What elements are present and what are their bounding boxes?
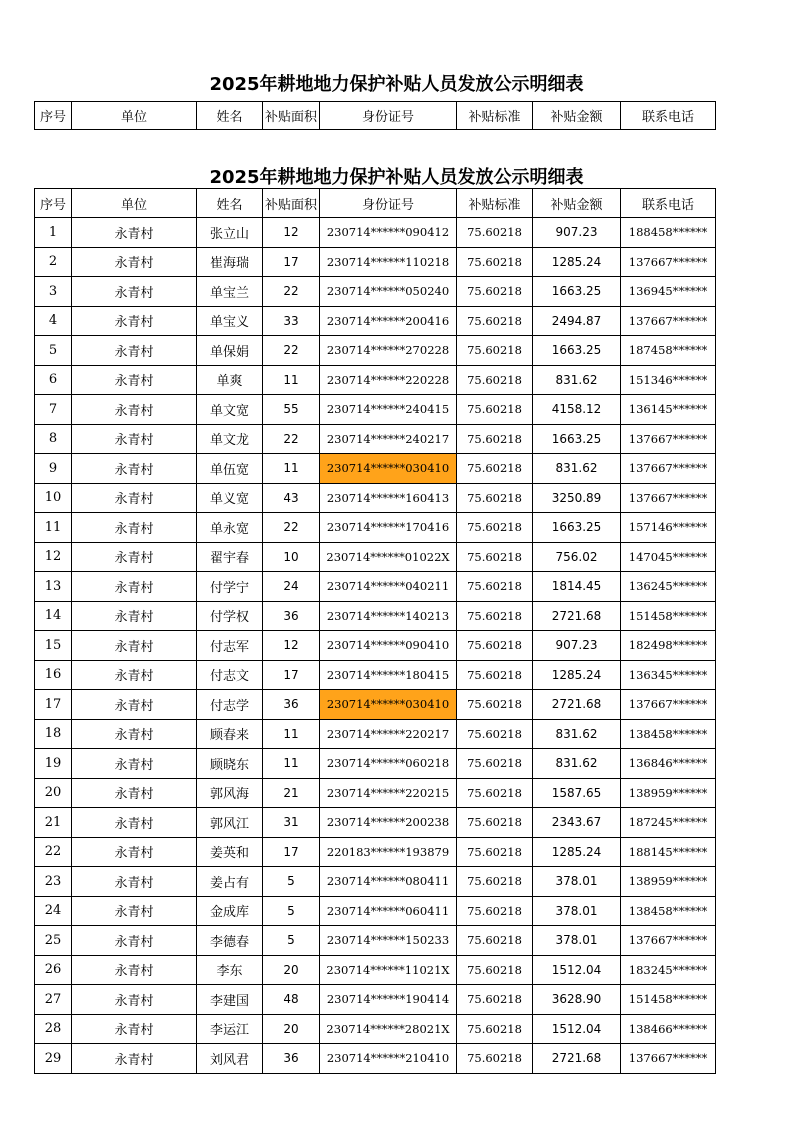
cell-phone: 136145******: [621, 395, 716, 425]
table-body: [35, 218, 716, 1074]
header-cell-area: 补贴面积: [263, 102, 320, 130]
cell-area: 20: [263, 1014, 320, 1044]
cell-unit: 永青村: [72, 778, 197, 808]
cell-phone: 137667******: [621, 247, 716, 277]
cell-id-number: 230714******220215: [320, 778, 457, 808]
table-row: [35, 454, 716, 484]
cell-amount: 2721.68: [533, 601, 621, 631]
cell-unit: 永青村: [72, 454, 197, 484]
cell-rate: 75.60218: [457, 1044, 533, 1074]
cell-unit: 永青村: [72, 218, 197, 248]
cell-rate: 75.60218: [457, 778, 533, 808]
header-cell-name: 姓名: [197, 102, 263, 130]
cell-id-number: 230714******160413: [320, 483, 457, 513]
cell-name: 单爽: [197, 365, 263, 395]
cell-amount: 831.62: [533, 454, 621, 484]
cell-no: 14: [35, 601, 72, 631]
cell-area: 10: [263, 542, 320, 572]
cell-name: 李东: [197, 955, 263, 985]
cell-phone: 137667******: [621, 1044, 716, 1074]
cell-area: 36: [263, 601, 320, 631]
cell-name: 单文宽: [197, 395, 263, 425]
header-row: [35, 102, 716, 130]
table-row: [35, 572, 716, 602]
cell-amount: 378.01: [533, 867, 621, 897]
table-title: 2025年耕地地力保护补贴人员发放公示明细表: [209, 167, 584, 188]
cell-amount: 907.23: [533, 218, 621, 248]
table-row: [35, 1014, 716, 1044]
cell-unit: 永青村: [72, 395, 197, 425]
table-row: [35, 690, 716, 720]
cell-phone: 188458******: [621, 218, 716, 248]
header-cell-id: 身份证号: [320, 102, 457, 130]
cell-name: 单保娟: [197, 336, 263, 366]
cell-area: 21: [263, 778, 320, 808]
cell-no: 21: [35, 808, 72, 838]
cell-amount: 1814.45: [533, 572, 621, 602]
cell-name: 单文龙: [197, 424, 263, 454]
header-cell-id: 身份证号: [320, 189, 457, 218]
cell-id-number: 230714******090412: [320, 218, 457, 248]
cell-id-number: 230714******240217: [320, 424, 457, 454]
table-row: [35, 631, 716, 661]
cell-amount: 4158.12: [533, 395, 621, 425]
cell-area: 11: [263, 719, 320, 749]
table-row: [35, 365, 716, 395]
cell-name: 付志文: [197, 660, 263, 690]
cell-amount: 1663.25: [533, 277, 621, 307]
cell-no: 11: [35, 513, 72, 543]
header-cell-no: 序号: [35, 189, 72, 218]
cell-area: 43: [263, 483, 320, 513]
table-row: [35, 778, 716, 808]
cell-area: 31: [263, 808, 320, 838]
cell-name: 单宝义: [197, 306, 263, 336]
cell-id-number: 230714******240415: [320, 395, 457, 425]
cell-no: 5: [35, 336, 72, 366]
cell-rate: 75.60218: [457, 690, 533, 720]
cell-id-number: 230714******110218: [320, 247, 457, 277]
cell-unit: 永青村: [72, 572, 197, 602]
cell-name: 崔海瑞: [197, 247, 263, 277]
cell-no: 9: [35, 454, 72, 484]
cell-phone: 136345******: [621, 660, 716, 690]
cell-id-number: 230714******170416: [320, 513, 457, 543]
cell-area: 55: [263, 395, 320, 425]
cell-amount: 2494.87: [533, 306, 621, 336]
cell-no: 7: [35, 395, 72, 425]
cell-area: 11: [263, 365, 320, 395]
cell-unit: 永青村: [72, 247, 197, 277]
cell-no: 15: [35, 631, 72, 661]
cell-area: 5: [263, 867, 320, 897]
subsidy-table: [34, 188, 716, 1074]
cell-rate: 75.60218: [457, 867, 533, 897]
cell-id-number: 230714******200238: [320, 808, 457, 838]
cell-id-number: 230714******28021X: [320, 1014, 457, 1044]
table-row: [35, 867, 716, 897]
cell-phone: 137667******: [621, 926, 716, 956]
cell-no: 19: [35, 749, 72, 779]
cell-rate: 75.60218: [457, 454, 533, 484]
table-row: [35, 542, 716, 572]
cell-rate: 75.60218: [457, 424, 533, 454]
cell-name: 顾春来: [197, 719, 263, 749]
table-row: [35, 985, 716, 1015]
header-cell-name: 姓名: [197, 189, 263, 218]
cell-rate: 75.60218: [457, 306, 533, 336]
table-row: [35, 1044, 716, 1074]
cell-amount: 1663.25: [533, 513, 621, 543]
cell-phone: 151458******: [621, 601, 716, 631]
table-row: [35, 218, 716, 248]
cell-rate: 75.60218: [457, 808, 533, 838]
table-row: [35, 926, 716, 956]
cell-area: 17: [263, 660, 320, 690]
cell-unit: 永青村: [72, 837, 197, 867]
header-cell-unit: 单位: [72, 189, 197, 218]
cell-no: 23: [35, 867, 72, 897]
cell-rate: 75.60218: [457, 277, 533, 307]
cell-no: 25: [35, 926, 72, 956]
cell-id-number: 220183******193879: [320, 837, 457, 867]
cell-id-number: 230714******200416: [320, 306, 457, 336]
cell-name: 姜占有: [197, 867, 263, 897]
header-row: [35, 189, 716, 218]
cell-no: 26: [35, 955, 72, 985]
cell-rate: 75.60218: [457, 719, 533, 749]
cell-phone: 137667******: [621, 454, 716, 484]
cell-no: 4: [35, 306, 72, 336]
cell-no: 13: [35, 572, 72, 602]
cell-phone: 136945******: [621, 277, 716, 307]
cell-rate: 75.60218: [457, 336, 533, 366]
cell-rate: 75.60218: [457, 513, 533, 543]
cell-rate: 75.60218: [457, 837, 533, 867]
cell-id-number: 230714******190414: [320, 985, 457, 1015]
cell-amount: 1285.24: [533, 247, 621, 277]
cell-unit: 永青村: [72, 660, 197, 690]
cell-unit: 永青村: [72, 867, 197, 897]
cell-amount: 907.23: [533, 631, 621, 661]
cell-no: 3: [35, 277, 72, 307]
cell-phone: 183245******: [621, 955, 716, 985]
cell-amount: 1663.25: [533, 336, 621, 366]
table-row: [35, 277, 716, 307]
header-cell-no: 序号: [35, 102, 72, 130]
cell-rate: 75.60218: [457, 631, 533, 661]
cell-unit: 永青村: [72, 955, 197, 985]
cell-phone: 138458******: [621, 896, 716, 926]
cell-rate: 75.60218: [457, 483, 533, 513]
cell-phone: 138458******: [621, 719, 716, 749]
cell-id-number: 230714******220217: [320, 719, 457, 749]
header-cell-rate: 补贴标准: [457, 102, 533, 130]
cell-unit: 永青村: [72, 365, 197, 395]
table-row: [35, 837, 716, 867]
cell-area: 17: [263, 247, 320, 277]
cell-id-number: 230714******210410: [320, 1044, 457, 1074]
cell-area: 20: [263, 955, 320, 985]
cell-area: 11: [263, 749, 320, 779]
cell-unit: 永青村: [72, 808, 197, 838]
table-row: [35, 424, 716, 454]
table-row: [35, 896, 716, 926]
cell-name: 付志军: [197, 631, 263, 661]
cell-amount: 1285.24: [533, 660, 621, 690]
cell-id-number: 230714******040211: [320, 572, 457, 602]
cell-amount: 1285.24: [533, 837, 621, 867]
cell-name: 单宝兰: [197, 277, 263, 307]
cell-unit: 永青村: [72, 1044, 197, 1074]
cell-area: 22: [263, 424, 320, 454]
cell-id-number: 230714******050240: [320, 277, 457, 307]
cell-id-number: 230714******01022X: [320, 542, 457, 572]
cell-rate: 75.60218: [457, 395, 533, 425]
table-row: [35, 306, 716, 336]
cell-phone: 137667******: [621, 306, 716, 336]
cell-amount: 2721.68: [533, 1044, 621, 1074]
table-row: [35, 719, 716, 749]
cell-no: 8: [35, 424, 72, 454]
cell-no: 16: [35, 660, 72, 690]
cell-phone: 188145******: [621, 837, 716, 867]
table-row: [35, 808, 716, 838]
cell-unit: 永青村: [72, 1014, 197, 1044]
cell-name: 刘风君: [197, 1044, 263, 1074]
cell-no: 29: [35, 1044, 72, 1074]
table-row: [35, 336, 716, 366]
cell-phone: 138466******: [621, 1014, 716, 1044]
cell-no: 20: [35, 778, 72, 808]
cell-name: 单永宽: [197, 513, 263, 543]
cell-area: 5: [263, 896, 320, 926]
table-row: [35, 660, 716, 690]
cell-phone: 138959******: [621, 778, 716, 808]
cell-phone: 147045******: [621, 542, 716, 572]
cell-amount: 2721.68: [533, 690, 621, 720]
cell-name: 单义宽: [197, 483, 263, 513]
cell-unit: 永青村: [72, 719, 197, 749]
cell-unit: 永青村: [72, 513, 197, 543]
cell-amount: 3628.90: [533, 985, 621, 1015]
table-row: [35, 395, 716, 425]
cell-name: 姜英和: [197, 837, 263, 867]
cell-no: 12: [35, 542, 72, 572]
cell-unit: 永青村: [72, 336, 197, 366]
cell-area: 11: [263, 454, 320, 484]
cell-area: 17: [263, 837, 320, 867]
cell-area: 24: [263, 572, 320, 602]
cell-amount: 831.62: [533, 365, 621, 395]
cell-id-number: 230714******080411: [320, 867, 457, 897]
cell-rate: 75.60218: [457, 660, 533, 690]
header-cell-amount: 补贴金额: [533, 102, 621, 130]
table-row: [35, 483, 716, 513]
cell-id-number: 230714******11021X: [320, 955, 457, 985]
cell-phone: 157146******: [621, 513, 716, 543]
cell-phone: 151346******: [621, 365, 716, 395]
cell-unit: 永青村: [72, 483, 197, 513]
cell-unit: 永青村: [72, 542, 197, 572]
cell-id-number: 230714******030410: [320, 690, 457, 720]
cell-name: 单伍宽: [197, 454, 263, 484]
cell-area: 5: [263, 926, 320, 956]
cell-rate: 75.60218: [457, 218, 533, 248]
cell-rate: 75.60218: [457, 365, 533, 395]
cell-no: 6: [35, 365, 72, 395]
cell-area: 48: [263, 985, 320, 1015]
cell-phone: 136846******: [621, 749, 716, 779]
cell-rate: 75.60218: [457, 601, 533, 631]
cell-area: 33: [263, 306, 320, 336]
cell-rate: 75.60218: [457, 247, 533, 277]
cell-amount: 2343.67: [533, 808, 621, 838]
cell-id-number: 230714******140213: [320, 601, 457, 631]
cell-rate: 75.60218: [457, 926, 533, 956]
cell-no: 10: [35, 483, 72, 513]
cell-id-number: 230714******270228: [320, 336, 457, 366]
cell-id-number: 230714******180415: [320, 660, 457, 690]
page-title: 2025年耕地地力保护补贴人员发放公示明细表: [209, 74, 584, 95]
cell-amount: 378.01: [533, 896, 621, 926]
cell-amount: 1663.25: [533, 424, 621, 454]
cell-name: 李德春: [197, 926, 263, 956]
cell-amount: 378.01: [533, 926, 621, 956]
cell-rate: 75.60218: [457, 896, 533, 926]
cell-unit: 永青村: [72, 896, 197, 926]
cell-name: 付志学: [197, 690, 263, 720]
table-row: [35, 601, 716, 631]
cell-name: 张立山: [197, 218, 263, 248]
cell-phone: 138959******: [621, 867, 716, 897]
cell-no: 27: [35, 985, 72, 1015]
cell-rate: 75.60218: [457, 955, 533, 985]
cell-rate: 75.60218: [457, 985, 533, 1015]
cell-unit: 永青村: [72, 277, 197, 307]
header-cell-amount: 补贴金额: [533, 189, 621, 218]
table-row: [35, 955, 716, 985]
cell-id-number: 230714******060218: [320, 749, 457, 779]
header-cell-unit: 单位: [72, 102, 197, 130]
cell-phone: 137667******: [621, 424, 716, 454]
cell-no: 28: [35, 1014, 72, 1044]
cell-unit: 永青村: [72, 749, 197, 779]
header-cell-phone: 联系电话: [621, 189, 716, 218]
cell-no: 24: [35, 896, 72, 926]
cell-unit: 永青村: [72, 631, 197, 661]
cell-name: 李运江: [197, 1014, 263, 1044]
cell-no: 1: [35, 218, 72, 248]
cell-amount: 831.62: [533, 749, 621, 779]
cell-rate: 75.60218: [457, 542, 533, 572]
cell-id-number: 230714******060411: [320, 896, 457, 926]
cell-amount: 1512.04: [533, 955, 621, 985]
cell-name: 李建国: [197, 985, 263, 1015]
cell-name: 顾晓东: [197, 749, 263, 779]
cell-id-number: 230714******030410: [320, 454, 457, 484]
header-cell-rate: 补贴标准: [457, 189, 533, 218]
cell-name: 付学权: [197, 601, 263, 631]
cell-no: 2: [35, 247, 72, 277]
header-cell-area: 补贴面积: [263, 189, 320, 218]
cell-phone: 187245******: [621, 808, 716, 838]
cell-no: 17: [35, 690, 72, 720]
cell-phone: 136245******: [621, 572, 716, 602]
cell-rate: 75.60218: [457, 749, 533, 779]
cell-name: 付学宁: [197, 572, 263, 602]
cell-unit: 永青村: [72, 306, 197, 336]
cell-area: 36: [263, 690, 320, 720]
cell-amount: 1512.04: [533, 1014, 621, 1044]
cell-amount: 3250.89: [533, 483, 621, 513]
cell-area: 36: [263, 1044, 320, 1074]
cell-amount: 1587.65: [533, 778, 621, 808]
cell-rate: 75.60218: [457, 572, 533, 602]
cell-name: 郭风海: [197, 778, 263, 808]
cell-phone: 151458******: [621, 985, 716, 1015]
cell-unit: 永青村: [72, 926, 197, 956]
cell-phone: 182498******: [621, 631, 716, 661]
cell-rate: 75.60218: [457, 1014, 533, 1044]
cell-area: 12: [263, 218, 320, 248]
cell-amount: 756.02: [533, 542, 621, 572]
cell-area: 22: [263, 513, 320, 543]
header-cell-phone: 联系电话: [621, 102, 716, 130]
table-row: [35, 247, 716, 277]
cell-area: 22: [263, 336, 320, 366]
cell-id-number: 230714******090410: [320, 631, 457, 661]
header-table-top: [34, 101, 716, 130]
cell-name: 金成库: [197, 896, 263, 926]
cell-amount: 831.62: [533, 719, 621, 749]
cell-id-number: 230714******220228: [320, 365, 457, 395]
cell-phone: 187458******: [621, 336, 716, 366]
cell-name: 翟宇春: [197, 542, 263, 572]
table-row: [35, 513, 716, 543]
cell-area: 12: [263, 631, 320, 661]
cell-phone: 137667******: [621, 690, 716, 720]
cell-name: 郭风江: [197, 808, 263, 838]
cell-unit: 永青村: [72, 985, 197, 1015]
cell-area: 22: [263, 277, 320, 307]
table-row: [35, 749, 716, 779]
cell-unit: 永青村: [72, 601, 197, 631]
cell-no: 22: [35, 837, 72, 867]
cell-unit: 永青村: [72, 424, 197, 454]
cell-no: 18: [35, 719, 72, 749]
cell-id-number: 230714******150233: [320, 926, 457, 956]
cell-unit: 永青村: [72, 690, 197, 720]
cell-phone: 137667******: [621, 483, 716, 513]
